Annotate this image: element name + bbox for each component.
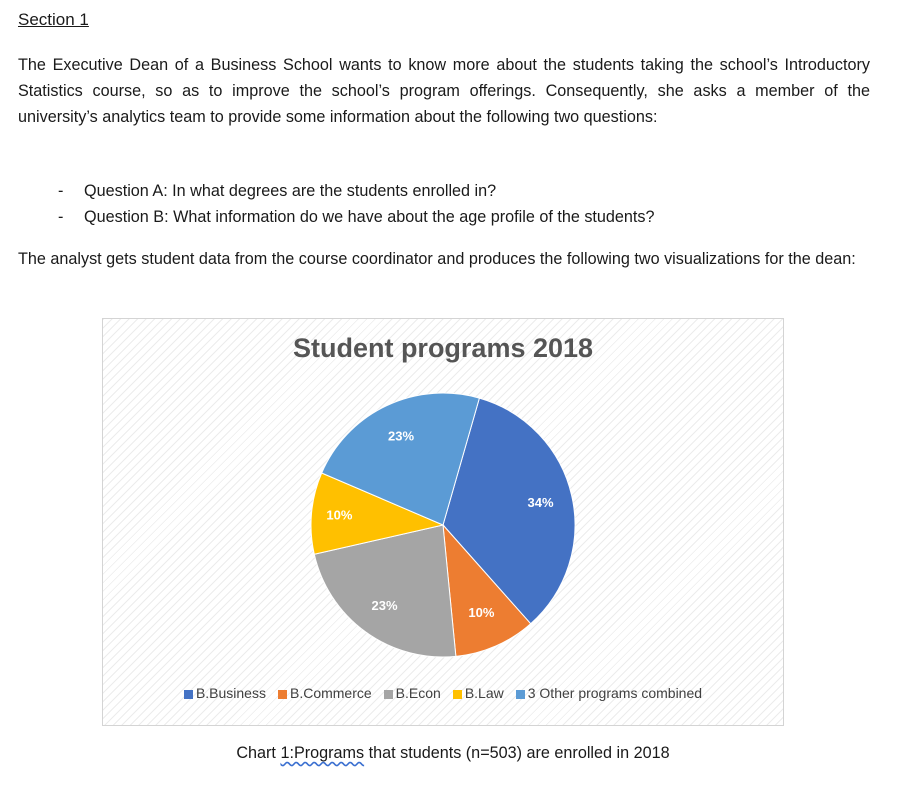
- question-list: [58, 178, 655, 230]
- chart-caption: [0, 744, 906, 763]
- legend-label: B.Commerce: [289, 685, 372, 701]
- legend-item: [384, 685, 441, 701]
- analyst-paragraph: The analyst gets student data from the course coordinator and produces the following two visualizations for the dean:: [18, 250, 856, 268]
- caption-suffix: that students (n=503) are enrolled in 2018: [364, 744, 670, 762]
- legend-label: B.Business: [195, 685, 266, 701]
- data-label-b-law: 10%: [326, 507, 353, 523]
- legend-item: [516, 685, 702, 701]
- legend-swatch: [384, 690, 393, 699]
- legend-swatch: [278, 690, 287, 699]
- legend-swatch: [516, 690, 525, 699]
- data-label-b-commerce: 10%: [468, 605, 495, 620]
- legend-label: B.Law: [464, 685, 504, 701]
- legend-swatch: [184, 690, 193, 699]
- data-label-b-econ: 23%: [371, 598, 398, 614]
- chart-legend: [103, 685, 783, 701]
- intro-paragraph: The Executive Dean of a Business School wants to know more about the students taking the school’s Introductory Statistics course, so as to improve the school’s program offerings. Consequently, she asks a member of the university’s analytics team to provide some information about the following two questions:: [18, 56, 870, 126]
- pie-chart: [102, 318, 784, 726]
- legend-item: [278, 685, 372, 701]
- legend-item: [184, 685, 266, 701]
- legend-label: B.Econ: [395, 685, 441, 701]
- legend-item: [453, 685, 504, 701]
- legend-label: 3 Other programs combined: [527, 685, 703, 701]
- data-label-b-business: 34%: [527, 494, 554, 510]
- caption-prefix: Chart: [236, 744, 281, 762]
- legend-swatch: [453, 690, 462, 699]
- data-label-3-other-programs-combined: 23%: [387, 428, 415, 444]
- question-a: - Question A: In what degrees are the students enrolled in?: [58, 178, 655, 204]
- pie-plot-area: [103, 319, 783, 725]
- question-b: - Question B: What information do we have about the age profile of the students?: [58, 204, 655, 230]
- chart-title: Student programs 2018: [292, 333, 594, 363]
- caption-underlined-text: 1:Programs: [280, 744, 365, 762]
- section-heading: Section 1: [18, 10, 89, 29]
